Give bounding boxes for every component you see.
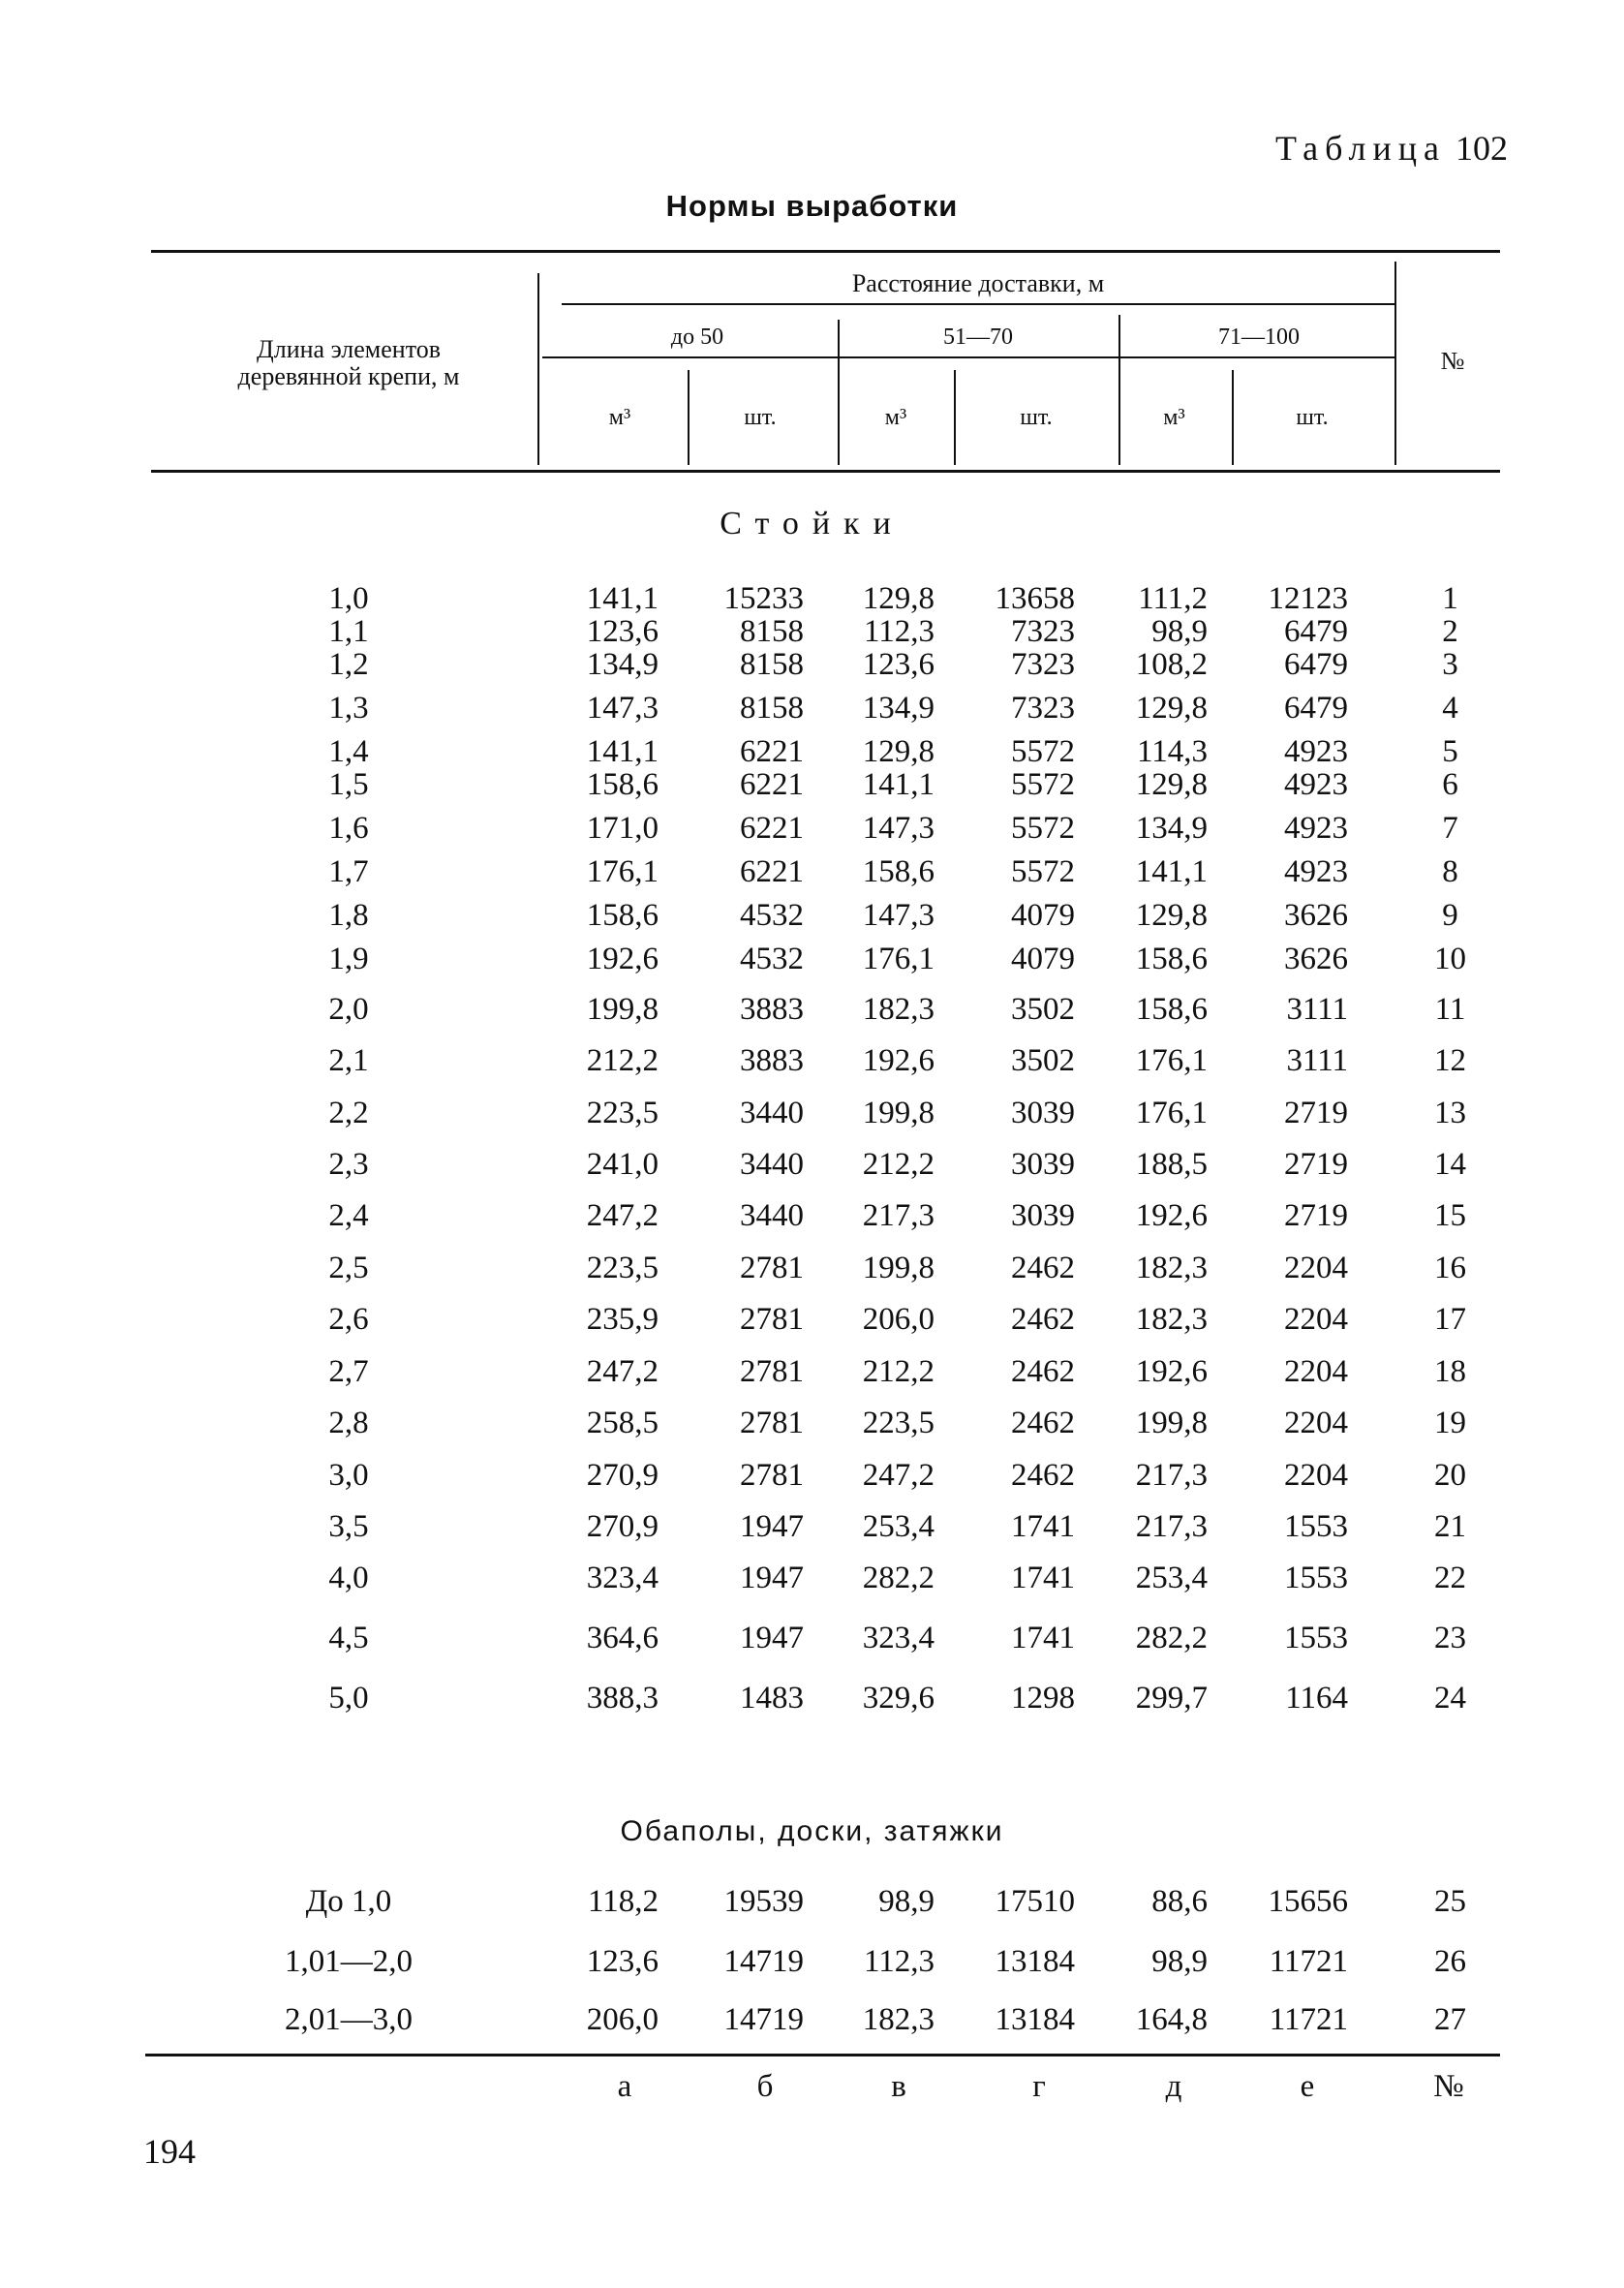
value-up-to-50-pcs: 14719: [723, 1944, 804, 1979]
value-up-to-50-m3: 223,5: [586, 1096, 659, 1130]
value-up-to-50-m3: 270,9: [586, 1509, 659, 1544]
value-71-100-pcs: 2719: [1284, 1198, 1348, 1233]
value-51-70-m3: 223,5: [862, 1406, 935, 1440]
value-51-70-pcs: 2462: [1011, 1354, 1075, 1389]
value-up-to-50-m3: 118,2: [587, 1884, 659, 1919]
value-51-70-pcs: 5572: [1011, 854, 1075, 889]
row-length: 1,6: [328, 811, 369, 846]
row-number: 15: [1434, 1198, 1466, 1233]
value-71-100-pcs: 4923: [1284, 734, 1348, 769]
row-number: 4: [1442, 691, 1458, 726]
footer-letter-e: е: [1300, 2069, 1315, 2104]
row-number: 18: [1434, 1354, 1466, 1389]
row-length: 5,0: [328, 1681, 369, 1716]
table-title: Нормы выработки: [665, 189, 959, 223]
header-unit-pcs-1: шт.: [744, 405, 777, 430]
section-title-posts: Стойки: [720, 506, 904, 541]
value-71-100-m3: 98,9: [1151, 614, 1208, 649]
value-71-100-pcs: 4923: [1284, 811, 1348, 846]
value-71-100-pcs: 2204: [1284, 1302, 1348, 1337]
table-row: [0, 1404, 1624, 1442]
value-51-70-m3: 147,3: [862, 811, 935, 846]
value-71-100-m3: 182,3: [1135, 1251, 1208, 1285]
value-51-70-m3: 199,8: [862, 1251, 935, 1285]
value-71-100-m3: 188,5: [1135, 1147, 1208, 1182]
value-71-100-m3: 129,8: [1135, 691, 1208, 726]
table-row: [0, 1094, 1624, 1132]
value-71-100-pcs: 3626: [1284, 942, 1348, 976]
value-51-70-m3: 112,3: [863, 1944, 935, 1979]
row-number: 27: [1434, 2002, 1466, 2037]
value-51-70-pcs: 3039: [1011, 1198, 1075, 1233]
footer-letter-g: г: [1032, 2069, 1046, 2104]
value-71-100-pcs: 11721: [1269, 2002, 1348, 2037]
value-71-100-m3: 192,6: [1135, 1354, 1208, 1389]
value-51-70-pcs: 13184: [995, 2002, 1075, 2037]
row-length: 2,0: [328, 992, 369, 1027]
header-divider-number: [1394, 262, 1396, 465]
footer-letter-v: в: [891, 2069, 906, 2104]
table-row: [0, 765, 1624, 804]
value-51-70-m3: 182,3: [862, 992, 935, 1027]
row-number: 3: [1442, 647, 1458, 682]
value-51-70-pcs: 13184: [995, 1944, 1075, 1979]
value-up-to-50-pcs: 8158: [740, 691, 804, 726]
value-71-100-pcs: 6479: [1284, 647, 1348, 682]
value-up-to-50-m3: 171,0: [586, 811, 659, 846]
value-71-100-pcs: 6479: [1284, 614, 1348, 649]
table-row: [0, 1507, 1624, 1546]
value-51-70-m3: 329,6: [862, 1681, 935, 1716]
section-title-slabs: Обаполы, доски, затяжки: [620, 1815, 1004, 1847]
footer-number-sign: №: [1433, 2069, 1464, 2104]
distance-range-rule: [542, 356, 1394, 358]
value-71-100-pcs: 2204: [1284, 1458, 1348, 1493]
value-51-70-pcs: 1741: [1011, 1509, 1075, 1544]
header-range-1: до 50: [670, 325, 724, 350]
value-up-to-50-m3: 158,6: [586, 898, 659, 933]
header-range-3: 71—100: [1218, 325, 1300, 350]
value-up-to-50-m3: 258,5: [586, 1406, 659, 1440]
value-51-70-pcs: 5572: [1011, 811, 1075, 846]
value-51-70-m3: 176,1: [862, 942, 935, 976]
value-up-to-50-pcs: 2781: [740, 1458, 804, 1493]
value-up-to-50-pcs: 2781: [740, 1251, 804, 1285]
value-51-70-pcs: 5572: [1011, 767, 1075, 802]
row-length: 2,4: [328, 1198, 369, 1233]
value-71-100-m3: 88,6: [1151, 1884, 1208, 1919]
value-51-70-m3: 129,8: [862, 581, 935, 616]
row-number: 25: [1434, 1884, 1466, 1919]
value-up-to-50-m3: 247,2: [586, 1198, 659, 1233]
value-up-to-50-pcs: 8158: [740, 647, 804, 682]
value-up-to-50-m3: 147,3: [586, 691, 659, 726]
value-up-to-50-pcs: 4532: [740, 898, 804, 933]
value-up-to-50-m3: 235,9: [586, 1302, 659, 1337]
row-length: 2,5: [328, 1251, 369, 1285]
header-top-rule: [151, 250, 1500, 253]
value-up-to-50-m3: 206,0: [586, 2002, 659, 2037]
row-number: 26: [1434, 1944, 1466, 1979]
value-up-to-50-m3: 192,6: [586, 942, 659, 976]
value-71-100-pcs: 3111: [1286, 1043, 1348, 1078]
value-51-70-pcs: 1741: [1011, 1561, 1075, 1595]
value-71-100-pcs: 2719: [1284, 1147, 1348, 1182]
table-row: [0, 2000, 1624, 2039]
row-length: 1,01—2,0: [285, 1944, 413, 1979]
row-length: 2,7: [328, 1354, 369, 1389]
value-51-70-m3: 182,3: [862, 2002, 935, 2037]
table-row: [0, 645, 1624, 684]
row-length: 1,5: [328, 767, 369, 802]
table-row: [0, 1041, 1624, 1080]
value-71-100-m3: 158,6: [1135, 942, 1208, 976]
value-up-to-50-m3: 158,6: [586, 767, 659, 802]
value-up-to-50-pcs: 3440: [740, 1147, 804, 1182]
header-distance-group: Расстояние доставки, м: [851, 269, 1105, 297]
value-51-70-m3: 147,3: [862, 898, 935, 933]
value-51-70-pcs: 3039: [1011, 1096, 1075, 1130]
value-51-70-m3: 212,2: [862, 1354, 935, 1389]
header-unit-pcs-2: шт.: [1020, 405, 1053, 430]
header-unit-m3-3: м³: [1163, 405, 1185, 430]
value-71-100-m3: 176,1: [1135, 1043, 1208, 1078]
value-71-100-pcs: 2204: [1284, 1251, 1348, 1285]
row-number: 24: [1434, 1681, 1466, 1716]
value-51-70-pcs: 7323: [1011, 647, 1075, 682]
value-71-100-pcs: 3626: [1284, 898, 1348, 933]
header-divider-range-2: [1118, 315, 1120, 465]
value-51-70-m3: 323,4: [862, 1621, 935, 1655]
footer-letter-a: а: [617, 2069, 632, 2104]
row-number: 20: [1434, 1458, 1466, 1493]
value-51-70-pcs: 13658: [995, 581, 1075, 616]
value-71-100-m3: 111,2: [1138, 581, 1208, 616]
header-divider-unit-3: [1232, 370, 1234, 465]
value-51-70-m3: 192,6: [862, 1043, 935, 1078]
value-71-100-pcs: 1164: [1285, 1681, 1348, 1716]
value-up-to-50-m3: 176,1: [586, 854, 659, 889]
value-51-70-m3: 212,2: [862, 1147, 935, 1182]
row-length: 1,2: [328, 647, 369, 682]
value-71-100-pcs: 12123: [1268, 581, 1348, 616]
value-71-100-m3: 199,8: [1135, 1406, 1208, 1440]
value-51-70-m3: 282,2: [862, 1561, 935, 1595]
value-51-70-m3: 141,1: [862, 767, 935, 802]
row-length: 1,3: [328, 691, 369, 726]
value-71-100-pcs: 1553: [1284, 1561, 1348, 1595]
table-label-number: 102: [1455, 129, 1508, 168]
row-number: 11: [1434, 992, 1466, 1027]
value-up-to-50-pcs: 2781: [740, 1406, 804, 1440]
value-up-to-50-m3: 223,5: [586, 1251, 659, 1285]
value-71-100-m3: 114,3: [1136, 734, 1208, 769]
table-bottom-rule: [145, 2054, 1500, 2056]
row-length: 1,7: [328, 854, 369, 889]
header-unit-pcs-3: шт.: [1296, 405, 1329, 430]
value-51-70-pcs: 7323: [1011, 691, 1075, 726]
row-length: 2,1: [328, 1043, 369, 1078]
table-row: [0, 1249, 1624, 1287]
value-51-70-pcs: 2462: [1011, 1302, 1075, 1337]
value-71-100-m3: 129,8: [1135, 898, 1208, 933]
value-71-100-m3: 253,4: [1135, 1561, 1208, 1595]
value-71-100-pcs: 4923: [1284, 854, 1348, 889]
row-length: 1,0: [328, 581, 369, 616]
value-up-to-50-pcs: 2781: [740, 1302, 804, 1337]
table-row: [0, 1882, 1624, 1921]
value-up-to-50-pcs: 6221: [740, 811, 804, 846]
value-71-100-pcs: 6479: [1284, 691, 1348, 726]
value-51-70-pcs: 4079: [1011, 898, 1075, 933]
header-length-line-1: Длина элементов: [257, 335, 441, 363]
value-up-to-50-pcs: 19539: [723, 1884, 804, 1919]
value-71-100-pcs: 11721: [1269, 1944, 1348, 1979]
value-51-70-pcs: 1741: [1011, 1621, 1075, 1655]
footer-letter-b: б: [756, 2069, 774, 2104]
row-number: 19: [1434, 1406, 1466, 1440]
header-divider-unit-1: [688, 370, 689, 465]
row-number: 17: [1434, 1302, 1466, 1337]
table-row: [0, 940, 1624, 978]
table-row: [0, 1559, 1624, 1597]
header-length-line-2: деревянной крепи, м: [237, 362, 460, 390]
value-51-70-pcs: 1298: [1011, 1681, 1075, 1716]
row-length: 4,5: [328, 1621, 369, 1655]
value-51-70-pcs: 7323: [1011, 614, 1075, 649]
value-51-70-m3: 112,3: [863, 614, 935, 649]
row-number: 9: [1442, 898, 1458, 933]
row-length: 2,8: [328, 1406, 369, 1440]
value-51-70-pcs: 2462: [1011, 1251, 1075, 1285]
value-71-100-pcs: 2719: [1284, 1096, 1348, 1130]
value-up-to-50-m3: 123,6: [586, 614, 659, 649]
value-51-70-m3: 134,9: [862, 691, 935, 726]
value-51-70-pcs: 3502: [1011, 992, 1075, 1027]
header-divider-range-1: [838, 320, 840, 465]
row-length: 1,9: [328, 942, 369, 976]
value-71-100-pcs: 15656: [1268, 1884, 1348, 1919]
value-up-to-50-m3: 212,2: [586, 1043, 659, 1078]
row-length: 3,0: [328, 1458, 369, 1493]
table-row: [0, 852, 1624, 891]
value-up-to-50-m3: 323,4: [586, 1561, 659, 1595]
value-71-100-pcs: 4923: [1284, 767, 1348, 802]
value-51-70-pcs: 5572: [1011, 734, 1075, 769]
row-number: 23: [1434, 1621, 1466, 1655]
value-up-to-50-pcs: 14719: [723, 2002, 804, 2037]
value-51-70-pcs: 2462: [1011, 1458, 1075, 1493]
value-51-70-m3: 247,2: [862, 1458, 935, 1493]
value-71-100-m3: 158,6: [1135, 992, 1208, 1027]
value-71-100-m3: 217,3: [1135, 1509, 1208, 1544]
row-number: 6: [1442, 767, 1458, 802]
row-length: 1,1: [328, 614, 369, 649]
value-71-100-pcs: 3111: [1286, 992, 1348, 1027]
value-71-100-pcs: 1553: [1284, 1621, 1348, 1655]
value-up-to-50-pcs: 3883: [740, 992, 804, 1027]
row-length: 1,8: [328, 898, 369, 933]
row-length: 2,2: [328, 1096, 369, 1130]
value-up-to-50-m3: 134,9: [586, 647, 659, 682]
row-number: 8: [1442, 854, 1458, 889]
row-length: До 1,0: [305, 1884, 392, 1919]
value-up-to-50-pcs: 1947: [740, 1621, 804, 1655]
row-number: 7: [1442, 811, 1458, 846]
row-number: 22: [1434, 1561, 1466, 1595]
table-row: [0, 1456, 1624, 1495]
page-number: 194: [143, 2132, 196, 2171]
value-up-to-50-pcs: 3440: [740, 1096, 804, 1130]
value-up-to-50-pcs: 8158: [740, 614, 804, 649]
value-51-70-pcs: 17510: [995, 1884, 1075, 1919]
row-length: 4,0: [328, 1561, 369, 1595]
row-length: 2,6: [328, 1302, 369, 1337]
value-51-70-m3: 123,6: [862, 647, 935, 682]
row-length: 2,01—3,0: [285, 2002, 413, 2037]
row-length: 3,5: [328, 1509, 369, 1544]
row-number: 13: [1434, 1096, 1466, 1130]
value-71-100-m3: 129,8: [1135, 767, 1208, 802]
row-length: 2,3: [328, 1147, 369, 1182]
table-row: [0, 1619, 1624, 1657]
value-71-100-m3: 192,6: [1135, 1198, 1208, 1233]
value-51-70-m3: 253,4: [862, 1509, 935, 1544]
value-51-70-m3: 206,0: [862, 1302, 935, 1337]
value-51-70-pcs: 4079: [1011, 942, 1075, 976]
value-51-70-pcs: 3502: [1011, 1043, 1075, 1078]
value-71-100-pcs: 2204: [1284, 1354, 1348, 1389]
value-51-70-m3: 199,8: [862, 1096, 935, 1130]
value-51-70-m3: 217,3: [862, 1198, 935, 1233]
table-label-word: Таблица: [1275, 129, 1446, 168]
value-71-100-m3: 108,2: [1135, 647, 1208, 682]
value-up-to-50-pcs: 3883: [740, 1043, 804, 1078]
row-number: 5: [1442, 734, 1458, 769]
table-row: [0, 809, 1624, 848]
table-row: [0, 990, 1624, 1029]
value-up-to-50-pcs: 1947: [740, 1561, 804, 1595]
value-up-to-50-m3: 141,1: [586, 734, 659, 769]
row-number: 1: [1442, 581, 1458, 616]
value-71-100-m3: 299,7: [1135, 1681, 1208, 1716]
value-up-to-50-pcs: 4532: [740, 942, 804, 976]
value-51-70-m3: 98,9: [878, 1884, 935, 1919]
table-row: [0, 896, 1624, 935]
value-71-100-m3: 141,1: [1135, 854, 1208, 889]
value-71-100-pcs: 2204: [1284, 1406, 1348, 1440]
header-divider-length: [537, 273, 539, 465]
value-51-70-m3: 129,8: [862, 734, 935, 769]
table-row: [0, 1145, 1624, 1184]
header-unit-m3-1: м³: [608, 405, 631, 430]
value-51-70-pcs: 3039: [1011, 1147, 1075, 1182]
table-row: [0, 1300, 1624, 1339]
table-row: [0, 1352, 1624, 1391]
value-51-70-pcs: 2462: [1011, 1406, 1075, 1440]
value-up-to-50-pcs: 2781: [740, 1354, 804, 1389]
value-up-to-50-m3: 241,0: [586, 1147, 659, 1182]
header-bottom-rule: [151, 470, 1500, 473]
row-length: 1,4: [328, 734, 369, 769]
table-row: [0, 1679, 1624, 1717]
header-unit-m3-2: м³: [884, 405, 907, 430]
value-up-to-50-m3: 270,9: [586, 1458, 659, 1493]
value-up-to-50-pcs: 6221: [740, 767, 804, 802]
value-71-100-m3: 176,1: [1135, 1096, 1208, 1130]
value-up-to-50-m3: 364,6: [586, 1621, 659, 1655]
header-range-2: 51—70: [943, 325, 1013, 350]
value-up-to-50-m3: 123,6: [586, 1944, 659, 1979]
value-51-70-m3: 158,6: [862, 854, 935, 889]
row-number: 21: [1434, 1509, 1466, 1544]
table-row: [0, 1942, 1624, 1981]
header-number: №: [1440, 347, 1465, 375]
table-label: [1275, 128, 1508, 169]
value-up-to-50-pcs: 3440: [740, 1198, 804, 1233]
row-number: 10: [1434, 942, 1466, 976]
value-up-to-50-m3: 388,3: [586, 1681, 659, 1716]
distance-group-rule: [562, 303, 1394, 305]
value-up-to-50-pcs: 6221: [740, 854, 804, 889]
row-number: 12: [1434, 1043, 1466, 1078]
value-up-to-50-m3: 141,1: [586, 581, 659, 616]
footer-letter-d: д: [1165, 2069, 1182, 2104]
table-row: [0, 689, 1624, 727]
value-71-100-m3: 134,9: [1135, 811, 1208, 846]
row-number: 2: [1442, 614, 1458, 649]
value-up-to-50-pcs: 1483: [740, 1681, 804, 1716]
row-number: 16: [1434, 1251, 1466, 1285]
value-71-100-m3: 217,3: [1135, 1458, 1208, 1493]
header-divider-unit-2: [954, 370, 956, 465]
value-up-to-50-m3: 247,2: [586, 1354, 659, 1389]
value-up-to-50-pcs: 6221: [740, 734, 804, 769]
value-71-100-m3: 282,2: [1135, 1621, 1208, 1655]
value-up-to-50-m3: 199,8: [586, 992, 659, 1027]
value-71-100-m3: 98,9: [1151, 1944, 1208, 1979]
value-up-to-50-pcs: 1947: [740, 1509, 804, 1544]
value-up-to-50-pcs: 15233: [723, 581, 804, 616]
value-71-100-m3: 164,8: [1135, 2002, 1208, 2037]
row-number: 14: [1434, 1147, 1466, 1182]
value-71-100-m3: 182,3: [1135, 1302, 1208, 1337]
table-row: [0, 1196, 1624, 1235]
value-71-100-pcs: 1553: [1284, 1509, 1348, 1544]
